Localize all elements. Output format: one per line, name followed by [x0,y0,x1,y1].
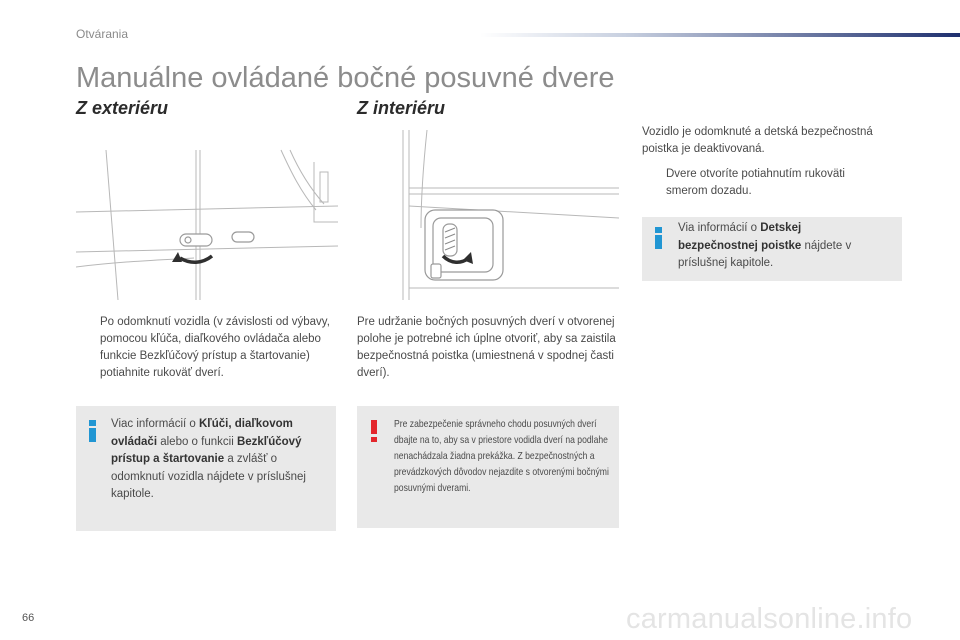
right-intro: Vozidlo je odomknuté a detská bezpečnostná poistka je deaktivovaná. [642,126,873,155]
exterior-door-handle-illustration [76,142,338,302]
warning-text: Pre zabezpečenie správneho chodu posuvných dverí dbajte na to, aby sa v priestore vodidla dverí na podlahe nenachádzala žiadna prekážka. Z bezpečnostných a prevádzkových dôvodov nejazdite s otvorenými bočnými posuvnými dverami. [394,418,609,494]
watermark: carmanualsonline.info [626,603,913,635]
interior-warning-box [357,406,619,528]
interior-door-handle-illustration [357,128,619,303]
page-number: 66 [22,612,35,624]
section-label: Otvárania [76,27,129,41]
interior-paragraph: Pre udržanie bočných posuvných dverí v otvorenej polohe je potrebné ich úplne otvoriť, aby sa zaistila bezpečnostná poistka (umiestnená v spodnej časti dverí). [357,316,616,379]
exterior-info-box [76,406,336,531]
info-text-part: a zvlášť o odomknutí vozidla nájdete v príslušnej kapitole. [111,453,306,500]
info-text-part: Viac informácií o [111,418,199,430]
interior-heading: Z interiéru [357,98,446,118]
exterior-heading: Z exteriéru [76,98,169,118]
right-instruction-text: Dvere otvoríte potiahnutím rukoväti smerom dozadu. [666,168,845,197]
info-text-bold-keys: Kľúči, diaľkovom ovládači [111,418,293,448]
header-bar [480,33,960,37]
info-icon [88,420,98,442]
info-text-part: Via informácií o [678,222,761,234]
info-text-part: nájdete v príslušnej kapitole. [678,239,852,269]
info-text-bold-keyless: Bezkľúčový prístup a štartovanie [111,435,302,465]
info-text-part: alebo o funkcii [157,435,237,448]
exterior-info-text [111,416,329,504]
exterior-instruction [76,314,336,382]
right-info-box [642,217,902,281]
page-title: Manuálne ovládané bočné posuvné dvere [76,62,615,94]
info-text-bold-child-lock: Detskej bezpečnostnej poistke [678,222,802,252]
exterior-instruction-text: Po odomknutí vozidla (v závislosti od výbavy, pomocou kľúča, diaľkového ovládača alebo funkcie Bezkľúčový prístup a štartovanie) potiahnite rukoväť dverí. [100,316,330,379]
info-icon [654,227,664,249]
warning-icon [370,420,378,442]
right-info-text [678,220,878,273]
right-instruction [642,166,902,202]
